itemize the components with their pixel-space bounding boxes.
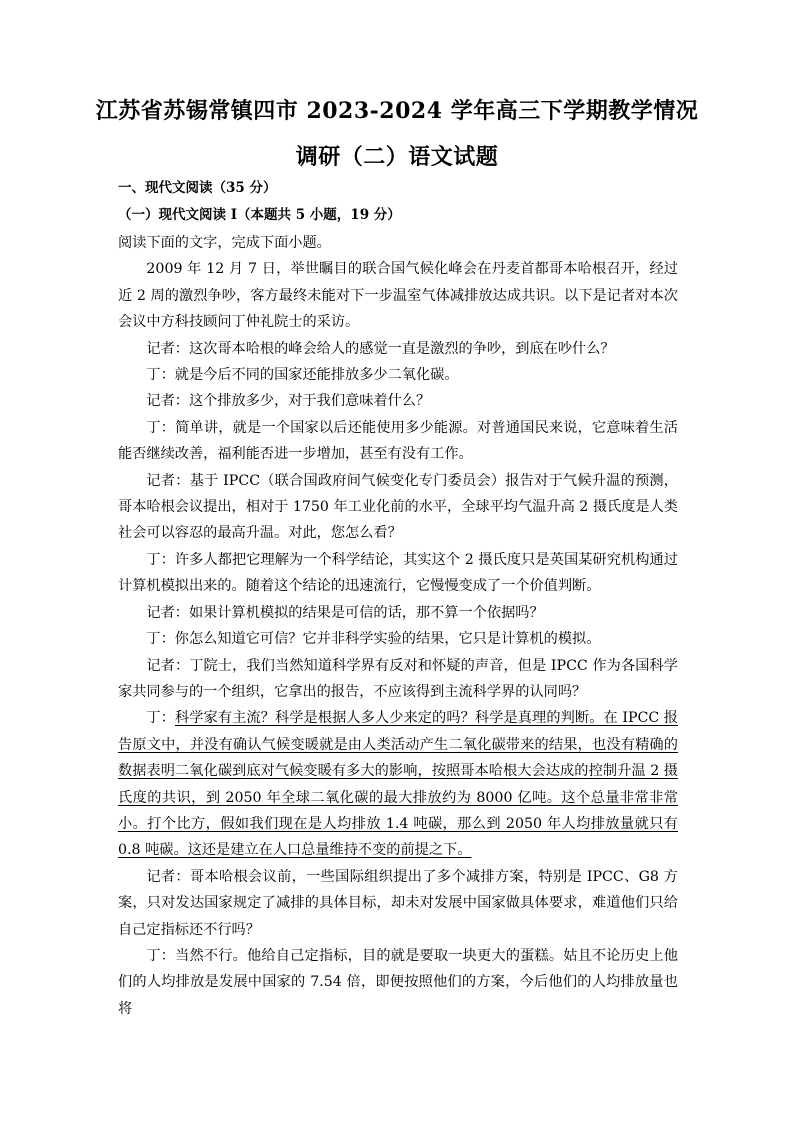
paragraph-q6: 记者：哥本哈根会议前，一些国际组织提出了多个减排方案，特别是 IPCC、G8 方案，只对发达国家规定了减排的具体目标，却未对发展中国家做具体要求，难道他们只给自己定指标还不行吗？ [118,868,678,938]
speaker-prefix: 丁： [146,710,175,727]
paragraph-a3: 丁：许多人都把它理解为一个科学结论，其实这个 2 摄氏度只是英国某研究机构通过计算机模拟出来的。随着这个结论的迅速流行，它慢慢变成了一个价值判断。 [118,551,678,595]
paragraph-a6: 丁：当然不行。他给自己定指标，目的就是要取一块更大的蛋糕。姑且不论历史上他们的人均排放是发展中国家的 7.54 倍，即便按照他们的方案，今后他们的人均排放量也将 [118,947,678,1017]
subsection-heading: （一）现代文阅读 I（本题共 5 小题，19 分） [118,207,401,223]
paragraph-q2: 记者：这个排放多少，对于我们意味着什么？ [146,393,431,410]
paragraph-a4: 丁：你怎么知道它可信？它并非科学实验的结果，它只是计算机的模拟。 [146,631,601,648]
paragraph-q1: 记者：这次哥本哈根的峰会给人的感觉一直是激烈的争吵，到底在吵什么？ [146,340,615,357]
document-title-line-1: 江苏省苏锡常镇四市 2023-2024 学年高三下学期教学情况 [95,98,699,124]
section-heading: 一、现代文阅读（35 分） [118,180,277,196]
paragraph-q4: 记者：如果计算机模拟的结果是可信的话，那不算一个依据吗？ [146,604,544,621]
instruction-text: 阅读下面的文字，完成下面小题。 [118,235,331,251]
paragraph-q5: 记者：丁院士，我们当然知道科学界有反对和怀疑的声音，但是 IPCC 作为各国科学家共同参与的一个组织，它拿出的报告，不应该得到主流科学界的认同吗？ [118,657,678,700]
document-title-line-2: 调研（二）语文试题 [295,144,499,170]
paragraph-a5-underlined [118,705,678,863]
underlined-passage: 科学家有主流？科学是根据人多人少来定的吗？科学是真理的判断。在 IPCC 报告原文中，并没有确认气候变暖就是由人类活动产生二氧化碳带来的结果，也没有精确的数据表明二氧化碳到底对气候变暖有多大的影响，按照哥本哈根大会达成的控制升温 2 摄氏度的共识，到 2050 年全球二氧化碳的最大排放约为 8000 亿吨。这个总量非常非常小。打个比方，假如我们现在是人均排放 1.4 吨碳，那么到 2050 年人均排放量就只有 0.8 吨碳。这还是建立在人口总量维持不变的前提之下。 [118,710,678,859]
reading-passage [118,230,678,1022]
paragraph-a2: 丁：简单讲，就是一个国家以后还能使用多少能源。对普通国民来说，它意味着生活能否继续改善，福利能否进一步增加，甚至有没有工作。 [118,419,678,463]
paragraph-a1: 丁：就是今后不同的国家还能排放多少二氧化碳。 [146,367,459,384]
paragraph-q3: 记者：基于 IPCC（联合国政府间气候变化专门委员会）报告对于气候升温的预测，哥本哈根会议提出，相对于 1750 年工业化前的水平，全球平均气温升高 2 摄氏度是人类社会可以容忍的最高升温。对此，您怎么看？ [118,472,678,542]
paragraph-intro: 2009 年 12 月 7 日，举世瞩目的联合国气候化峰会在丹麦首都哥本哈根召开，经过近 2 周的激烈争吵，客方最终未能对下一步温室气体减排放达成共识。以下是记者对本次会议中方科技顾问丁仲礼院士的采访。 [118,261,678,331]
